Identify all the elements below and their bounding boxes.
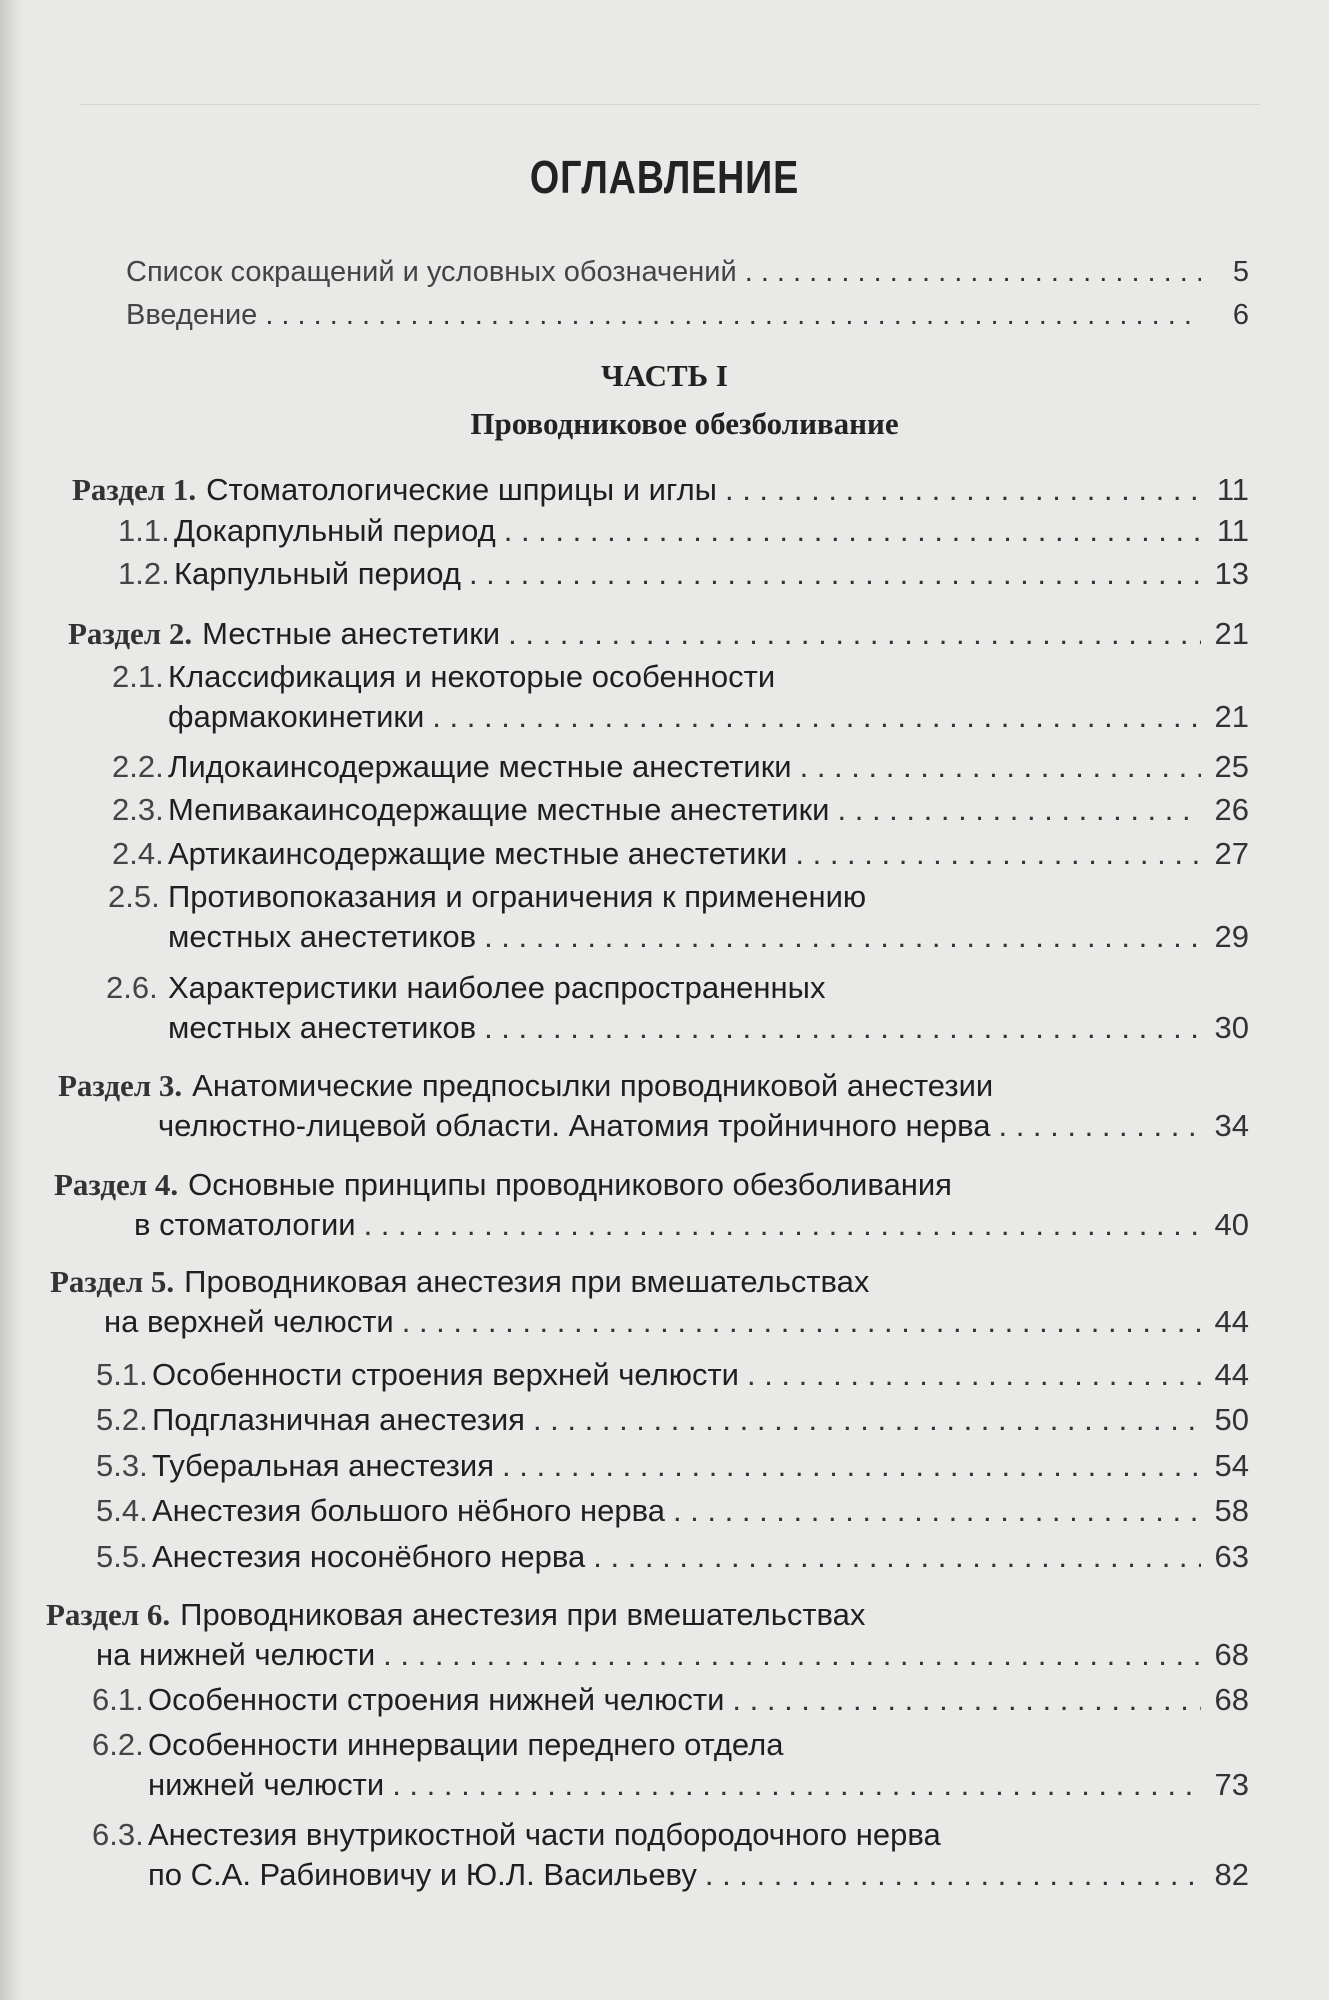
part-title: ЧАСТЬ I — [601, 358, 728, 393]
toc-section-1[interactable] — [72, 470, 1249, 510]
subsection-number: 1.1. — [118, 513, 170, 548]
toc-subsection-5-1[interactable] — [96, 1355, 1249, 1395]
page-number: 73 — [1214, 1767, 1249, 1802]
leader-dots — [745, 252, 1201, 292]
entry-text: Стоматологические шприцы и иглы — [206, 472, 717, 507]
toc-subsection-5-5[interactable] — [96, 1537, 1249, 1577]
entry-text: Введение — [126, 299, 258, 331]
entry-text: Проводниковая анестезия при вмешательствах — [184, 1264, 870, 1299]
leader-dots — [402, 1302, 1201, 1342]
entry-text-cont: челюстно-лицевой области. Анатомия тройничного нерва — [158, 1108, 991, 1143]
toc-subsection-2-3[interactable] — [112, 790, 1249, 830]
leader-dots — [392, 1765, 1201, 1805]
entry-text: Артикаинсодержащие местные анестетики — [168, 836, 788, 871]
leader-dots — [432, 697, 1201, 737]
page-number: 11 — [1216, 472, 1249, 507]
toc-section-3[interactable] — [58, 1066, 1249, 1146]
entry-text-cont: на верхней челюсти — [104, 1304, 394, 1339]
toc-entry-introduction[interactable] — [126, 295, 1249, 335]
page-number: 6 — [1232, 299, 1249, 331]
page-number: 44 — [1214, 1357, 1249, 1392]
subsection-number: 5.4. — [96, 1493, 148, 1528]
page-number: 68 — [1214, 1637, 1249, 1672]
entry-text: Анестезия большого нёбного нерва — [152, 1493, 665, 1528]
subsection-number: 6.1. — [92, 1682, 144, 1717]
toc-section-6[interactable] — [46, 1595, 1249, 1675]
subsection-number: 5.5. — [96, 1539, 148, 1574]
subsection-number: 6.3. — [92, 1817, 144, 1852]
entry-text-cont: на нижней челюсти — [96, 1637, 376, 1672]
leader-dots — [504, 511, 1201, 551]
section-number: Раздел 3. — [58, 1068, 183, 1103]
entry-text-cont: в стоматологии — [134, 1207, 356, 1242]
entry-text: Мепивакаинсодержащие местные анестетики — [168, 792, 830, 827]
page-number: 30 — [1214, 1010, 1249, 1045]
entry-text: Противопоказания и ограничения к применению — [168, 879, 867, 914]
toc-section-4[interactable] — [54, 1165, 1249, 1245]
toc-subsection-2-5[interactable] — [108, 877, 1249, 957]
entry-text: Анатомические предпосылки проводниковой анестезии — [192, 1068, 994, 1103]
leader-dots — [484, 917, 1201, 957]
page-number: 21 — [1214, 699, 1249, 734]
leader-dots — [364, 1205, 1201, 1245]
entry-text: Анестезия носонёбного нерва — [152, 1539, 586, 1574]
page-number: 21 — [1214, 616, 1249, 651]
page-number: 25 — [1214, 749, 1249, 784]
section-number: Раздел 6. — [46, 1597, 171, 1632]
page-number: 5 — [1232, 256, 1249, 288]
subsection-number: 1.2. — [118, 556, 170, 591]
toc-subsection-2-1[interactable] — [112, 657, 1249, 737]
entry-text: Подглазничная анестезия — [152, 1402, 525, 1437]
page-number: 13 — [1214, 556, 1249, 591]
section-number: Раздел 1. — [72, 472, 197, 507]
entry-text: Лидокаинсодержащие местные анестетики — [168, 749, 792, 784]
page-title: ОГЛАВЛЕНИЕ — [529, 151, 800, 203]
subsection-number: 5.1. — [96, 1357, 148, 1392]
toc-subsection-1-2[interactable] — [118, 554, 1249, 594]
leader-dots — [795, 834, 1201, 874]
page-number: 63 — [1214, 1539, 1249, 1574]
part-subtitle: Проводниковое обезболивание — [470, 406, 899, 441]
subsection-number: 5.2. — [96, 1402, 148, 1437]
toc-entry-abbreviations[interactable] — [126, 252, 1249, 292]
entry-text: Местные анестетики — [202, 616, 501, 651]
toc-subsection-2-4[interactable] — [112, 834, 1249, 874]
toc-subsection-5-4[interactable] — [96, 1491, 1249, 1531]
toc-subsection-5-3[interactable] — [96, 1446, 1249, 1486]
page-number: 11 — [1216, 513, 1249, 548]
entry-text: Особенности строения нижней челюсти — [148, 1682, 725, 1717]
subsection-number: 2.1. — [112, 659, 164, 694]
leader-dots — [838, 790, 1202, 830]
leader-dots — [265, 295, 1201, 335]
subsection-number: 2.3. — [112, 792, 164, 827]
page-number: 40 — [1214, 1207, 1249, 1242]
entry-text-cont: местных анестетиков — [168, 1010, 477, 1045]
leader-dots — [484, 1008, 1201, 1048]
subsection-number: 2.4. — [112, 836, 164, 871]
toc-subsection-2-6[interactable] — [106, 968, 1249, 1048]
leader-dots — [533, 1400, 1201, 1440]
page-number: 68 — [1214, 1682, 1249, 1717]
page-number: 82 — [1214, 1857, 1249, 1892]
leader-dots — [502, 1446, 1201, 1486]
leader-dots — [383, 1635, 1201, 1675]
leader-dots — [800, 747, 1201, 787]
toc-subsection-2-2[interactable] — [112, 747, 1249, 787]
subsection-number: 5.3. — [96, 1448, 148, 1483]
subsection-number: 2.6. — [106, 970, 158, 1005]
section-number: Раздел 4. — [54, 1167, 179, 1202]
entry-text: Основные принципы проводникового обезболивания — [188, 1167, 952, 1202]
toc-subsection-6-1[interactable] — [92, 1680, 1249, 1720]
entry-text: Особенности иннервации переднего отдела — [148, 1727, 784, 1762]
page-number: 58 — [1214, 1493, 1249, 1528]
entry-text: Список сокращений и условных обозначений — [126, 256, 737, 288]
entry-text: Карпульный период — [174, 556, 461, 591]
leader-dots — [673, 1491, 1201, 1531]
leader-dots — [593, 1537, 1201, 1577]
toc-subsection-1-1[interactable] — [118, 511, 1249, 551]
entry-text: Классификация и некоторые особенности — [168, 659, 776, 694]
leader-dots — [732, 1680, 1201, 1720]
section-number: Раздел 2. — [68, 616, 193, 651]
page-number: 26 — [1214, 792, 1249, 827]
toc-section-5[interactable] — [50, 1262, 1249, 1342]
page-number: 29 — [1214, 919, 1249, 954]
page-number: 50 — [1214, 1402, 1249, 1437]
page-number: 27 — [1214, 836, 1249, 871]
toc-subsection-6-3[interactable] — [92, 1815, 1249, 1895]
subsection-number: 2.2. — [112, 749, 164, 784]
page-number: 54 — [1214, 1448, 1249, 1483]
entry-text-cont: нижней челюсти — [148, 1767, 385, 1802]
entry-text-cont: местных анестетиков — [168, 919, 477, 954]
toc-section-2[interactable] — [68, 614, 1249, 654]
entry-text: Анестезия внутрикостной части подбородочного нерва — [148, 1817, 941, 1852]
leader-dots — [998, 1106, 1201, 1146]
section-number: Раздел 5. — [50, 1264, 175, 1299]
leader-dots — [469, 554, 1201, 594]
entry-text: Докарпульный период — [174, 513, 496, 548]
entry-text: Проводниковая анестезия при вмешательствах — [180, 1597, 866, 1632]
entry-text: Характеристики наиболее распространенных — [168, 970, 826, 1005]
entry-text-cont: по С.А. Рабиновичу и Ю.Л. Васильеву — [148, 1857, 697, 1892]
page-number: 34 — [1214, 1108, 1249, 1143]
subsection-number: 2.5. — [108, 879, 160, 914]
entry-text: Особенности строения верхней челюсти — [152, 1357, 739, 1392]
leader-dots — [747, 1355, 1201, 1395]
page-number: 44 — [1214, 1304, 1249, 1339]
entry-text-cont: фармакокинетики — [168, 699, 425, 734]
leader-dots — [725, 470, 1201, 510]
toc-subsection-5-2[interactable] — [96, 1400, 1249, 1440]
entry-text: Туберальная анестезия — [152, 1448, 494, 1483]
leader-dots — [508, 614, 1201, 654]
toc-subsection-6-2[interactable] — [92, 1725, 1249, 1805]
leader-dots — [705, 1855, 1201, 1895]
subsection-number: 6.2. — [92, 1727, 144, 1762]
